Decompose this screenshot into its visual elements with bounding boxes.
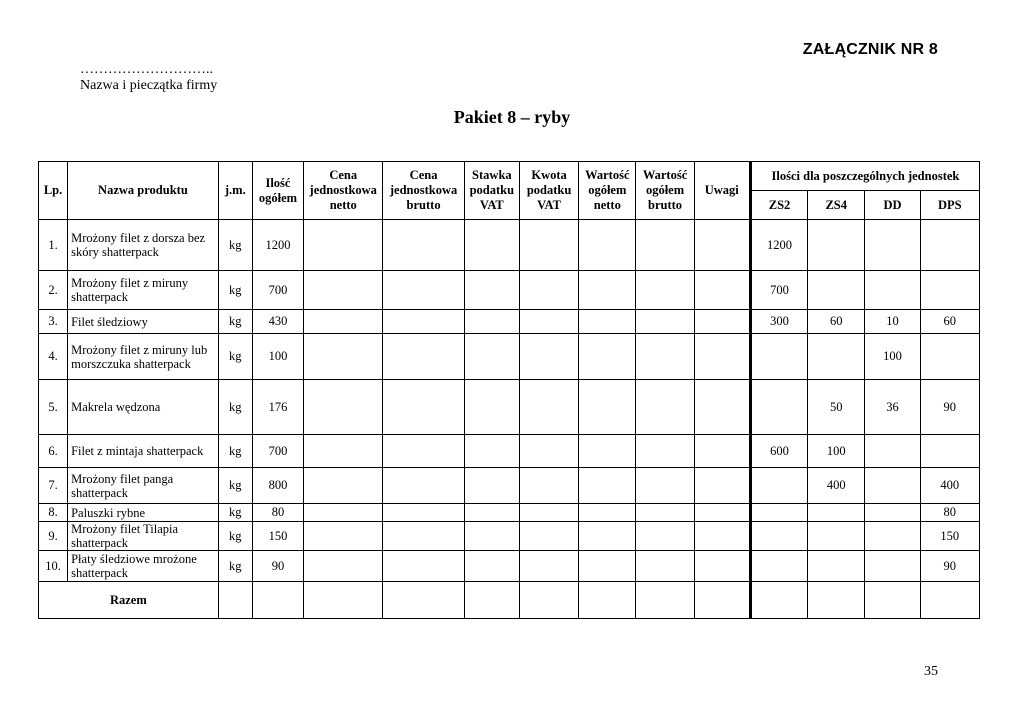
col-price-gross: Cena jednostkowa brutto xyxy=(383,162,464,220)
row-total-gross xyxy=(636,468,694,504)
row-total-net xyxy=(579,468,636,504)
signature-dots: ……………………….. xyxy=(80,62,213,77)
row-vat-amount xyxy=(519,310,578,334)
row-vat-rate xyxy=(464,435,519,468)
row-dps: 60 xyxy=(920,310,979,334)
row-lp: 8. xyxy=(39,504,68,522)
row-lp: 4. xyxy=(39,334,68,380)
row-dd xyxy=(865,435,920,468)
total-cell xyxy=(218,582,252,619)
row-vat-amount xyxy=(519,334,578,380)
row-qty: 90 xyxy=(252,551,303,582)
row-vat-amount xyxy=(519,551,578,582)
row-total-gross xyxy=(636,380,694,435)
row-total-gross xyxy=(636,551,694,582)
row-zs2 xyxy=(750,522,807,551)
row-price-net xyxy=(304,468,383,504)
row-notes xyxy=(694,435,750,468)
table-row xyxy=(39,310,980,334)
row-notes xyxy=(694,334,750,380)
document-title: Pakiet 8 – ryby xyxy=(453,107,571,127)
row-dps: 80 xyxy=(920,504,979,522)
row-price-net xyxy=(304,271,383,310)
row-zs4: 60 xyxy=(808,310,865,334)
col-total-gross: Wartość ogółem brutto xyxy=(636,162,694,220)
row-zs2: 1200 xyxy=(750,220,807,271)
total-cell xyxy=(865,582,920,619)
row-zs2 xyxy=(750,551,807,582)
row-dps: 90 xyxy=(920,380,979,435)
row-product-name: Makrela wędzona xyxy=(68,380,219,435)
row-lp: 5. xyxy=(39,380,68,435)
total-cell xyxy=(920,582,979,619)
row-product-name: Mrożony filet z dorsza bez skóry shatterpack xyxy=(68,220,219,271)
table-row xyxy=(39,551,980,582)
row-vat-rate xyxy=(464,380,519,435)
row-zs2: 600 xyxy=(750,435,807,468)
row-zs2: 700 xyxy=(750,271,807,310)
row-total-gross xyxy=(636,271,694,310)
row-lp: 10. xyxy=(39,551,68,582)
total-cell xyxy=(636,582,694,619)
products-table xyxy=(38,161,980,619)
row-product-name: Mrożony filet panga shatterpack xyxy=(68,468,219,504)
row-product-name: Mrożony filet Tilapia shatterpack xyxy=(68,522,219,551)
row-vat-rate xyxy=(464,551,519,582)
row-total-net xyxy=(579,334,636,380)
row-vat-amount xyxy=(519,380,578,435)
col-dps: DPS xyxy=(920,191,979,220)
row-price-gross xyxy=(383,435,464,468)
col-unit: j.m. xyxy=(218,162,252,220)
row-zs2 xyxy=(750,504,807,522)
row-dps xyxy=(920,435,979,468)
row-qty: 430 xyxy=(252,310,303,334)
row-notes xyxy=(694,504,750,522)
row-dps xyxy=(920,334,979,380)
row-price-gross xyxy=(383,468,464,504)
table-row xyxy=(39,334,980,380)
table-row xyxy=(39,435,980,468)
row-price-net xyxy=(304,504,383,522)
row-vat-rate xyxy=(464,271,519,310)
row-product-name: Filet z mintaja shatterpack xyxy=(68,435,219,468)
col-lp: Lp. xyxy=(39,162,68,220)
row-dd: 36 xyxy=(865,380,920,435)
row-lp: 7. xyxy=(39,468,68,504)
row-zs4 xyxy=(808,522,865,551)
row-product-name: Paluszki rybne xyxy=(68,504,219,522)
row-price-gross xyxy=(383,220,464,271)
row-dd xyxy=(865,504,920,522)
row-qty: 80 xyxy=(252,504,303,522)
row-zs4 xyxy=(808,551,865,582)
row-notes xyxy=(694,468,750,504)
row-total-gross xyxy=(636,334,694,380)
row-qty: 700 xyxy=(252,271,303,310)
row-vat-rate xyxy=(464,504,519,522)
row-price-gross xyxy=(383,380,464,435)
col-price-net: Cena jednostkowa netto xyxy=(304,162,383,220)
row-dps: 90 xyxy=(920,551,979,582)
row-zs4 xyxy=(808,271,865,310)
col-units-group: Ilości dla poszczególnych jednostek xyxy=(750,162,979,191)
col-vat-rate: Stawka podatku VAT xyxy=(464,162,519,220)
row-notes xyxy=(694,551,750,582)
row-product-name: Mrożony filet z miruny lub morszczuka shatterpack xyxy=(68,334,219,380)
row-vat-rate xyxy=(464,468,519,504)
row-total-net xyxy=(579,380,636,435)
row-dd xyxy=(865,551,920,582)
row-zs2 xyxy=(750,468,807,504)
table-row xyxy=(39,522,980,551)
total-cell xyxy=(519,582,578,619)
row-product-name: Mrożony filet z miruny shatterpack xyxy=(68,271,219,310)
total-cell xyxy=(383,582,464,619)
row-unit: kg xyxy=(218,334,252,380)
row-zs4 xyxy=(808,220,865,271)
table-row xyxy=(39,504,980,522)
annex-label: ZAŁĄCZNIK NR 8 xyxy=(802,41,938,58)
row-notes xyxy=(694,271,750,310)
row-zs2 xyxy=(750,334,807,380)
row-zs4: 100 xyxy=(808,435,865,468)
row-product-name: Płaty śledziowe mrożone shatterpack xyxy=(68,551,219,582)
row-lp: 3. xyxy=(39,310,68,334)
row-qty: 800 xyxy=(252,468,303,504)
table-row xyxy=(39,468,980,504)
row-total-net xyxy=(579,551,636,582)
row-dps: 400 xyxy=(920,468,979,504)
row-unit: kg xyxy=(218,551,252,582)
row-dps xyxy=(920,220,979,271)
company-label: Nazwa i pieczątka firmy xyxy=(80,78,218,93)
col-vat-amount: Kwota podatku VAT xyxy=(519,162,578,220)
row-vat-amount xyxy=(519,522,578,551)
row-dd xyxy=(865,220,920,271)
row-total-net xyxy=(579,522,636,551)
row-vat-rate xyxy=(464,334,519,380)
col-zs4: ZS4 xyxy=(808,191,865,220)
row-notes xyxy=(694,220,750,271)
row-price-gross xyxy=(383,551,464,582)
row-price-gross xyxy=(383,334,464,380)
row-dd xyxy=(865,522,920,551)
total-cell xyxy=(252,582,303,619)
row-total-net xyxy=(579,435,636,468)
total-cell xyxy=(808,582,865,619)
col-total-net: Wartość ogółem netto xyxy=(579,162,636,220)
row-zs4 xyxy=(808,504,865,522)
row-zs4: 50 xyxy=(808,380,865,435)
row-vat-amount xyxy=(519,435,578,468)
row-zs4: 400 xyxy=(808,468,865,504)
row-vat-amount xyxy=(519,468,578,504)
row-notes xyxy=(694,380,750,435)
row-price-net xyxy=(304,334,383,380)
row-price-net xyxy=(304,220,383,271)
row-price-net xyxy=(304,380,383,435)
row-vat-amount xyxy=(519,504,578,522)
row-dps xyxy=(920,271,979,310)
row-dps: 150 xyxy=(920,522,979,551)
row-total-gross xyxy=(636,435,694,468)
row-unit: kg xyxy=(218,220,252,271)
row-unit: kg xyxy=(218,310,252,334)
row-unit: kg xyxy=(218,468,252,504)
row-qty: 100 xyxy=(252,334,303,380)
row-product-name: Filet śledziowy xyxy=(68,310,219,334)
total-cell xyxy=(694,582,750,619)
row-vat-amount xyxy=(519,271,578,310)
total-label: Razem xyxy=(39,582,219,619)
col-zs2: ZS2 xyxy=(750,191,807,220)
col-dd: DD xyxy=(865,191,920,220)
row-qty: 150 xyxy=(252,522,303,551)
col-qty: Ilość ogółem xyxy=(252,162,303,220)
row-total-net xyxy=(579,504,636,522)
row-dd: 100 xyxy=(865,334,920,380)
row-unit: kg xyxy=(218,380,252,435)
row-total-gross xyxy=(636,504,694,522)
row-price-net xyxy=(304,551,383,582)
table-row xyxy=(39,220,980,271)
row-total-gross xyxy=(636,522,694,551)
row-price-net xyxy=(304,435,383,468)
company-block xyxy=(80,62,217,94)
table-row xyxy=(39,380,980,435)
row-notes xyxy=(694,522,750,551)
row-dd: 10 xyxy=(865,310,920,334)
row-total-gross xyxy=(636,220,694,271)
row-lp: 2. xyxy=(39,271,68,310)
total-cell xyxy=(750,582,807,619)
row-qty: 176 xyxy=(252,380,303,435)
row-vat-amount xyxy=(519,220,578,271)
page-number: 35 xyxy=(924,664,938,679)
row-price-gross xyxy=(383,271,464,310)
row-qty: 1200 xyxy=(252,220,303,271)
row-unit: kg xyxy=(218,504,252,522)
row-price-net xyxy=(304,310,383,334)
row-dd xyxy=(865,271,920,310)
col-name: Nazwa produktu xyxy=(68,162,219,220)
row-price-net xyxy=(304,522,383,551)
row-price-gross xyxy=(383,522,464,551)
row-total-net xyxy=(579,220,636,271)
row-zs4 xyxy=(808,334,865,380)
row-zs2 xyxy=(750,380,807,435)
total-cell xyxy=(304,582,383,619)
row-zs2: 300 xyxy=(750,310,807,334)
row-dd xyxy=(865,468,920,504)
row-lp: 6. xyxy=(39,435,68,468)
row-lp: 9. xyxy=(39,522,68,551)
row-unit: kg xyxy=(218,522,252,551)
row-total-net xyxy=(579,271,636,310)
total-cell xyxy=(579,582,636,619)
row-price-gross xyxy=(383,504,464,522)
table-row xyxy=(39,271,980,310)
row-lp: 1. xyxy=(39,220,68,271)
col-notes: Uwagi xyxy=(694,162,750,220)
row-unit: kg xyxy=(218,435,252,468)
row-vat-rate xyxy=(464,522,519,551)
row-vat-rate xyxy=(464,220,519,271)
row-notes xyxy=(694,310,750,334)
row-qty: 700 xyxy=(252,435,303,468)
row-total-net xyxy=(579,310,636,334)
row-price-gross xyxy=(383,310,464,334)
total-cell xyxy=(464,582,519,619)
row-vat-rate xyxy=(464,310,519,334)
row-unit: kg xyxy=(218,271,252,310)
row-total-gross xyxy=(636,310,694,334)
